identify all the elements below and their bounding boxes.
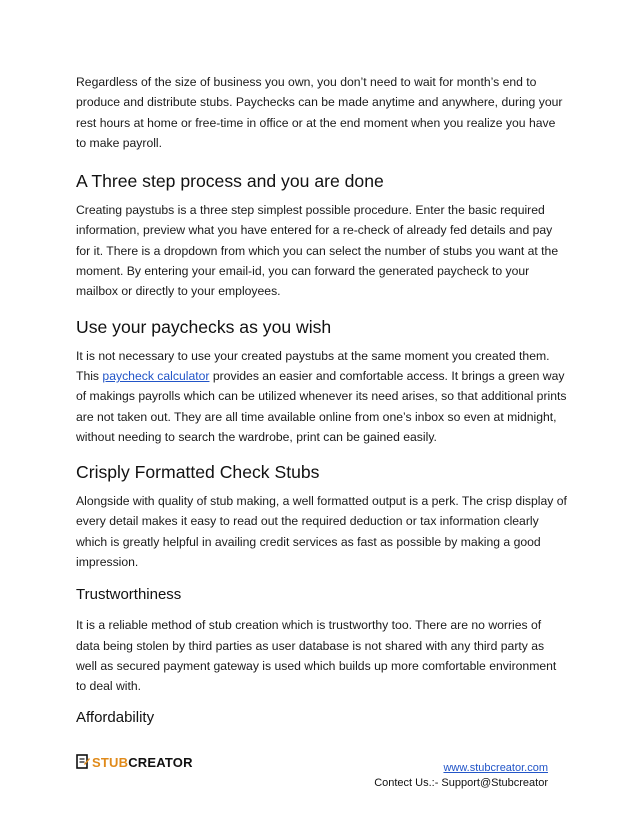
intro-paragraph: Regardless of the size of business you own, you don’t need to wait for month’s end to produce and distribute stubs. Paychecks can be made anytime and anywhere, during your rest hours at home or free-time in office or at the end moment when you realize you have to make payroll.	[76, 75, 563, 150]
contact-text: Contect Us.:- Support@Stubcreator	[374, 777, 548, 789]
body-text-after-link: provides an easier and comfortable access. It brings a green way of makings payrolls which can be utilized whenever its need arises, so that additional prints are not taken out. They are all time available online from one’s inbox so even at midnight, without needing to search the wardrobe, print can be gained easily.	[76, 368, 567, 444]
section-heading-affordability: Affordability	[76, 708, 155, 726]
logo-text-stub: STUB	[92, 754, 129, 770]
section-body-trustworthiness: It is a reliable method of stub creation which is trustworthy too. There are no worries of data being stolen by third parties as user database is not shared with any third party as well as secured payment gateway is used which builds up more comfortable environment to deal with.	[76, 618, 557, 694]
section-body-crisply-formatted: Alongside with quality of stub making, a well formatted output is a perk. The crisp display of every detail makes it easy to read out the required deduction or tax information clearly which is greatly helpful in availing credit services as fast as possible by making a good impression.	[76, 494, 567, 570]
stubcreator-logo	[76, 754, 193, 770]
logo-text-creator: CREATOR	[128, 754, 193, 770]
section-heading-three-step: A Three step process and you are done	[76, 171, 384, 192]
section-heading-trustworthiness: Trustworthiness	[76, 586, 182, 604]
section-body-three-step: Creating paystubs is a three step simplest possible procedure. Enter the basic required information, preview what you have entered for a re-check of already fed details and pay for it. There is a dropdown from which you can select the number of stubs you want at the moment. By entering your email-id, you can forward the generated paycheck to your mailbox or directly to your employees.	[76, 203, 559, 299]
paycheck-calculator-link[interactable]: paycheck calculator	[102, 368, 210, 383]
footer-contact-block	[374, 761, 548, 791]
website-link[interactable]: www.stubcreator.com	[443, 762, 548, 774]
section-heading-crisply-formatted: Crisply Formatted Check Stubs	[76, 462, 320, 483]
section-heading-use-paychecks: Use your paychecks as you wish	[76, 316, 332, 337]
section-body-use-paychecks	[76, 346, 568, 447]
body-text-before-link: It is not necessary to use your created paystubs at the same moment you created them. This	[76, 348, 550, 383]
document-icon	[76, 754, 90, 770]
document-page	[76, 72, 568, 729]
